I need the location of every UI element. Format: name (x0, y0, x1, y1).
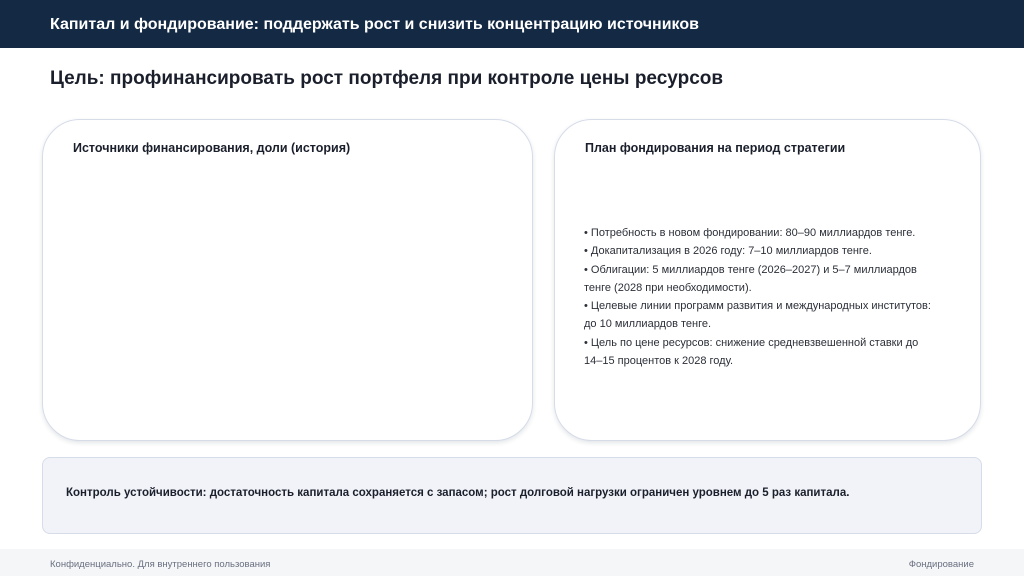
funding-sources-title: Источники финансирования, доли (история) (73, 141, 351, 155)
funding-sources-card (42, 119, 533, 441)
footer-section-label: Фондирование (908, 559, 974, 570)
stability-control-text: Контроль устойчивости: достаточность капитала сохраняется с запасом; рост долговой нагрузки ограничен уровнем до 5 раз капитала. (66, 487, 850, 499)
funding-plan-card (554, 119, 981, 441)
slide-title: Капитал и фондирование: поддержать рост и снизить концентрацию источников (50, 16, 699, 33)
funding-plan-title: План фондирования на период стратегии (585, 141, 846, 155)
stability-control-box (42, 457, 982, 534)
list-item: • Потребность в новом фондировании: 80–90 миллиардов тенге. (584, 227, 916, 239)
header-bar (0, 0, 1024, 48)
list-item: • Цель по цене ресурсов: снижение средневзвешенной ставки до 14–15 процентов к 2028 году. (584, 336, 919, 368)
list-item: • Целевые линии программ развития и международных институтов: до 10 миллиардов тенге. (584, 300, 931, 331)
funding-plan-list (584, 224, 934, 370)
list-item: • Облигации: 5 миллиардов тенге (2026–2027) и 5–7 миллиардов тенге (2028 при необходимости). (584, 263, 917, 294)
footer-confidential: Конфиденциально. Для внутреннего пользования (50, 559, 271, 570)
list-item: • Докапитализация в 2026 году: 7–10 миллиардов тенге. (584, 245, 872, 258)
goal-heading: Цель: профинансировать рост портфеля при контроле цены ресурсов (50, 68, 724, 89)
